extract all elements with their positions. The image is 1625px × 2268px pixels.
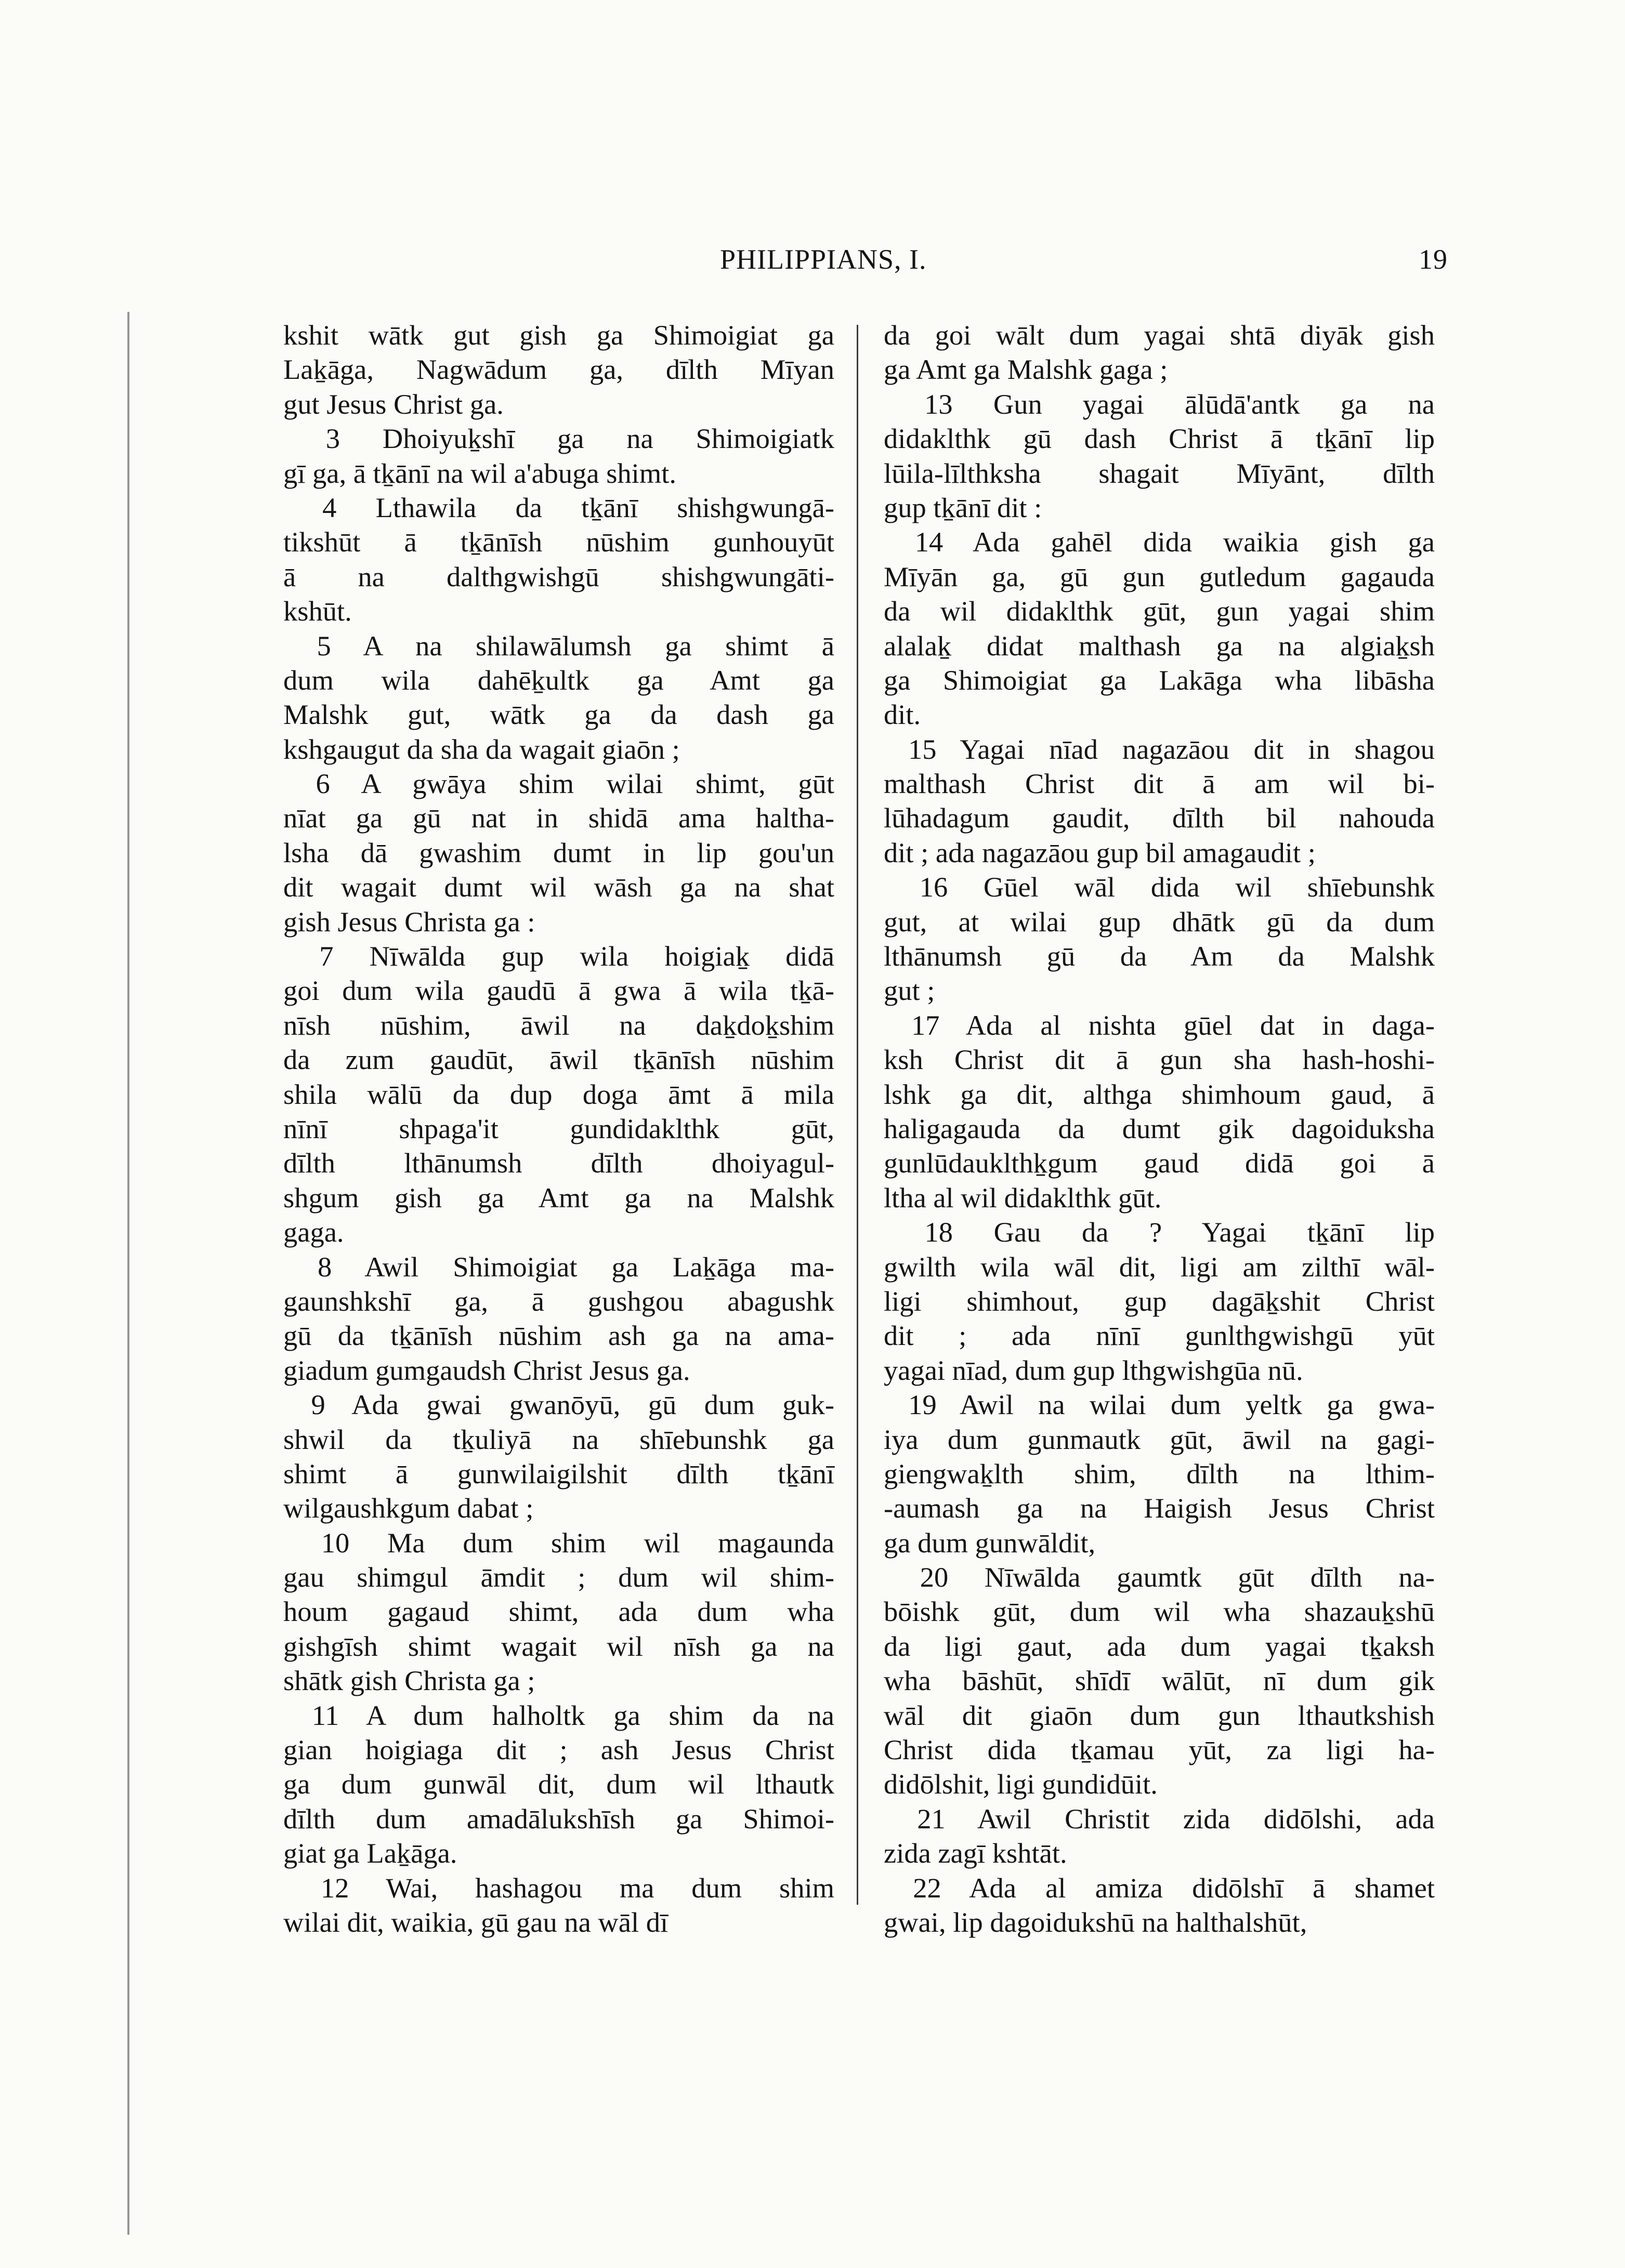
text-line: 15 Yagai nīad nagazāou dit in shagou [884, 733, 1435, 765]
text-line: -aumash ga na Haigish Jesus Christ [884, 1492, 1435, 1524]
text-line: yagai nīad, dum gup lthgwishgūa nū. [884, 1354, 1303, 1386]
text-line: giadum gumgaudsh Christ Jesus ga. [283, 1354, 690, 1386]
text-line: haligagauda da dumt gik dagoiduksha [884, 1112, 1435, 1144]
text-line: da zum gaudūt, āwil tḵānīsh nūshim [283, 1044, 834, 1076]
text-line: gwilth wila wāl dit, ligi am zilthī wāl- [884, 1250, 1435, 1283]
text-line: shimt ā gunwilaigilshit dīlth tḵānī [283, 1457, 834, 1489]
text-line: gaga. [283, 1216, 344, 1248]
text-line: wilgaushkgum dabat ; [283, 1492, 534, 1524]
text-line: alalaḵ didat malthash ga na algiaḵsh [884, 629, 1435, 662]
text-line: didaklthk gū dash Christ ā tḵānī lip [884, 423, 1435, 455]
text-line: ksh Christ dit ā gun sha hash-hoshi- [884, 1044, 1435, 1076]
text-line: 22 Ada al amiza didōlshī ā shamet [884, 1871, 1435, 1904]
text-line: lthānumsh gū da Am da Malshk [884, 940, 1435, 972]
text-line: 19 Awil na wilai dum yeltk ga gwa- [884, 1389, 1435, 1421]
text-line: wāl dit giaōn dum gun lthautkshish [884, 1699, 1435, 1731]
text-line: kshgaugut da sha da wagait giaōn ; [283, 733, 680, 765]
right-column [884, 318, 1435, 1940]
text-line: 11 A dum halholtk ga shim da na [283, 1699, 834, 1731]
text-line: iya dum gunmautk gūt, āwil na gagi- [884, 1423, 1435, 1455]
text-line: gwai, lip dagoidukshū na halthalshūt, [884, 1906, 1307, 1938]
text-line: 6 A gwāya shim wilai shimt, gūt [283, 768, 834, 800]
text-line: 9 Ada gwai gwanōyū, gū dum guk- [283, 1389, 834, 1421]
text-line: lūhadagum gaudit, dīlth bil nahouda [884, 802, 1435, 834]
text-line: gau shimgul āmdit ; dum wil shim- [283, 1561, 834, 1593]
text-line: kshit wātk gut gish ga Shimoigiat ga [283, 319, 834, 351]
text-line: 7 Nīwālda gup wila hoigiaḵ didā [283, 940, 834, 972]
text-line: giengwaḵlth shim, dīlth na lthim- [884, 1457, 1435, 1489]
text-line: 20 Nīwālda gaumtk gūt dīlth na- [884, 1561, 1435, 1593]
text-line: wha bāshūt, shīdī wālūt, nī dum gik [884, 1665, 1435, 1697]
text-line: nīnī shpaga'it gundidaklthk gūt, [283, 1112, 834, 1144]
text-line: 21 Awil Christit zida didōlshi, ada [884, 1802, 1435, 1835]
text-line: gaunshkshī ga, ā gushgou abagushk [283, 1285, 834, 1317]
text-line: dit. [884, 698, 921, 731]
text-line: gut, at wilai gup dhātk gū da dum [884, 905, 1435, 938]
text-line: malthash Christ dit ā am wil bi- [884, 768, 1435, 800]
text-line: 4 Lthawila da tḵānī shishgwungā- [283, 491, 834, 523]
page-edge-shadow [127, 312, 129, 2235]
running-title: PHILIPPIANS, I. [720, 244, 927, 275]
text-line: dum wila dahēḵultk ga Amt ga [283, 664, 834, 696]
text-line: dit wagait dumt wil wāsh ga na shat [283, 871, 834, 903]
text-line: zida zagī kshtāt. [884, 1837, 1067, 1869]
text-line: nīsh nūshim, āwil na daḵdoḵshim [283, 1009, 834, 1041]
text-line: 10 Ma dum shim wil magaunda [283, 1526, 834, 1559]
text-line: dit ; ada nīnī gunlthgwishgū yūt [884, 1320, 1435, 1352]
text-line: da ligi gaut, ada dum yagai tḵaksh [884, 1630, 1435, 1662]
text-line: gian hoigiaga dit ; ash Jesus Christ [283, 1734, 834, 1766]
text-line: 17 Ada al nishta gūel dat in daga- [884, 1009, 1435, 1041]
text-line: dīlth lthānumsh dīlth dhoiyagul- [283, 1147, 834, 1179]
text-line: shila wālū da dup doga āmt ā mila [283, 1078, 834, 1110]
text-line: 12 Wai, hashagou ma dum shim [283, 1871, 834, 1904]
text-line: gup tḵānī dit : [884, 491, 1042, 523]
text-line: gunlūdauklthḵgum gaud didā goi ā [884, 1147, 1435, 1179]
left-column [283, 318, 834, 1940]
text-line: gī ga, ā tḵānī na wil a'abuga shimt. [283, 457, 676, 489]
text-line: shwil da tḵuliyā na shīebunshk ga [283, 1423, 834, 1455]
text-line: 14 Ada gahēl dida waikia gish ga [884, 526, 1435, 558]
text-line: 18 Gau da ? Yagai tḵānī lip [884, 1216, 1435, 1248]
text-line: wilai dit, waikia, gū gau na wāl dī [283, 1906, 669, 1938]
text-line: ligi shimhout, gup dagāḵshit Christ [884, 1285, 1435, 1317]
text-line: tikshūt ā tḵānīsh nūshim gunhouyūt [283, 526, 834, 558]
text-line: ga dum gunwāldit, [884, 1526, 1096, 1559]
text-line: houm gagaud shimt, ada dum wha [283, 1595, 834, 1628]
text-line: Malshk gut, wātk ga da dash ga [283, 698, 834, 731]
text-line: Laḵāga, Nagwādum ga, dīlth Mīyan [283, 353, 834, 386]
text-line: didōlshit, ligi gundidūit. [884, 1768, 1158, 1800]
text-line: ā na dalthgwishgū shishgwungāti- [283, 560, 834, 592]
text-line: shgum gish ga Amt ga na Malshk [283, 1181, 834, 1214]
text-line: Mīyān ga, gū gun gutledum gagauda [884, 560, 1435, 592]
text-line: da goi wālt dum yagai shtā diyāk gish [884, 319, 1435, 351]
text-line: ga dum gunwāl dit, dum wil lthautk [283, 1768, 834, 1800]
text-line: lshk ga dit, althga shimhoum gaud, ā [884, 1078, 1435, 1110]
text-line: da wil didaklthk gūt, gun yagai shim [884, 595, 1435, 627]
text-line: 16 Gūel wāl dida wil shīebunshk [884, 871, 1435, 903]
text-line: ga Amt ga Malshk gaga ; [884, 353, 1168, 386]
text-line: dit ; ada nagazāou gup bil amagaudit ; [884, 836, 1316, 868]
text-line: gish Jesus Christa ga : [283, 905, 535, 938]
text-line: gishgīsh shimt wagait wil nīsh ga na [283, 1630, 834, 1662]
text-line: dīlth dum amadālukshīsh ga Shimoi- [283, 1802, 834, 1835]
text-line: 8 Awil Shimoigiat ga Laḵāga ma- [283, 1250, 834, 1283]
text-line: nīat ga gū nat in shidā ama haltha- [283, 802, 834, 834]
text-line: ga Shimoigiat ga Lakāga wha libāsha [884, 664, 1435, 696]
text-line: kshūt. [283, 595, 352, 627]
text-line: bōishk gūt, dum wil wha shazauḵshū [884, 1595, 1435, 1628]
text-line: ltha al wil didaklthk gūt. [884, 1181, 1162, 1214]
text-line: shātk gish Christa ga ; [283, 1665, 535, 1697]
text-line: gut ; [884, 974, 935, 1007]
text-line: gut Jesus Christ ga. [283, 388, 504, 420]
text-line: Christ dida tḵamau yūt, za ligi ha- [884, 1734, 1435, 1766]
text-line: goi dum wila gaudū ā gwa ā wila tḵā- [283, 974, 834, 1007]
column-divider [857, 325, 858, 1905]
page-number: 19 [1419, 244, 1448, 275]
text-line: 5 A na shilawālumsh ga shimt ā [283, 629, 834, 662]
text-line: lsha dā gwashim dumt in lip gou'un [283, 836, 834, 868]
running-header [283, 243, 1448, 285]
text-line: giat ga Laḵāga. [283, 1837, 457, 1869]
text-line: 3 Dhoiyuḵshī ga na Shimoigiatk [283, 423, 834, 455]
text-line: gū da tḵānīsh nūshim ash ga na ama- [283, 1320, 834, 1352]
text-line: lūila-līlthksha shagait Mīyānt, dīlth [884, 457, 1435, 489]
text-line: 13 Gun yagai ālūdā'antk ga na [884, 388, 1435, 420]
